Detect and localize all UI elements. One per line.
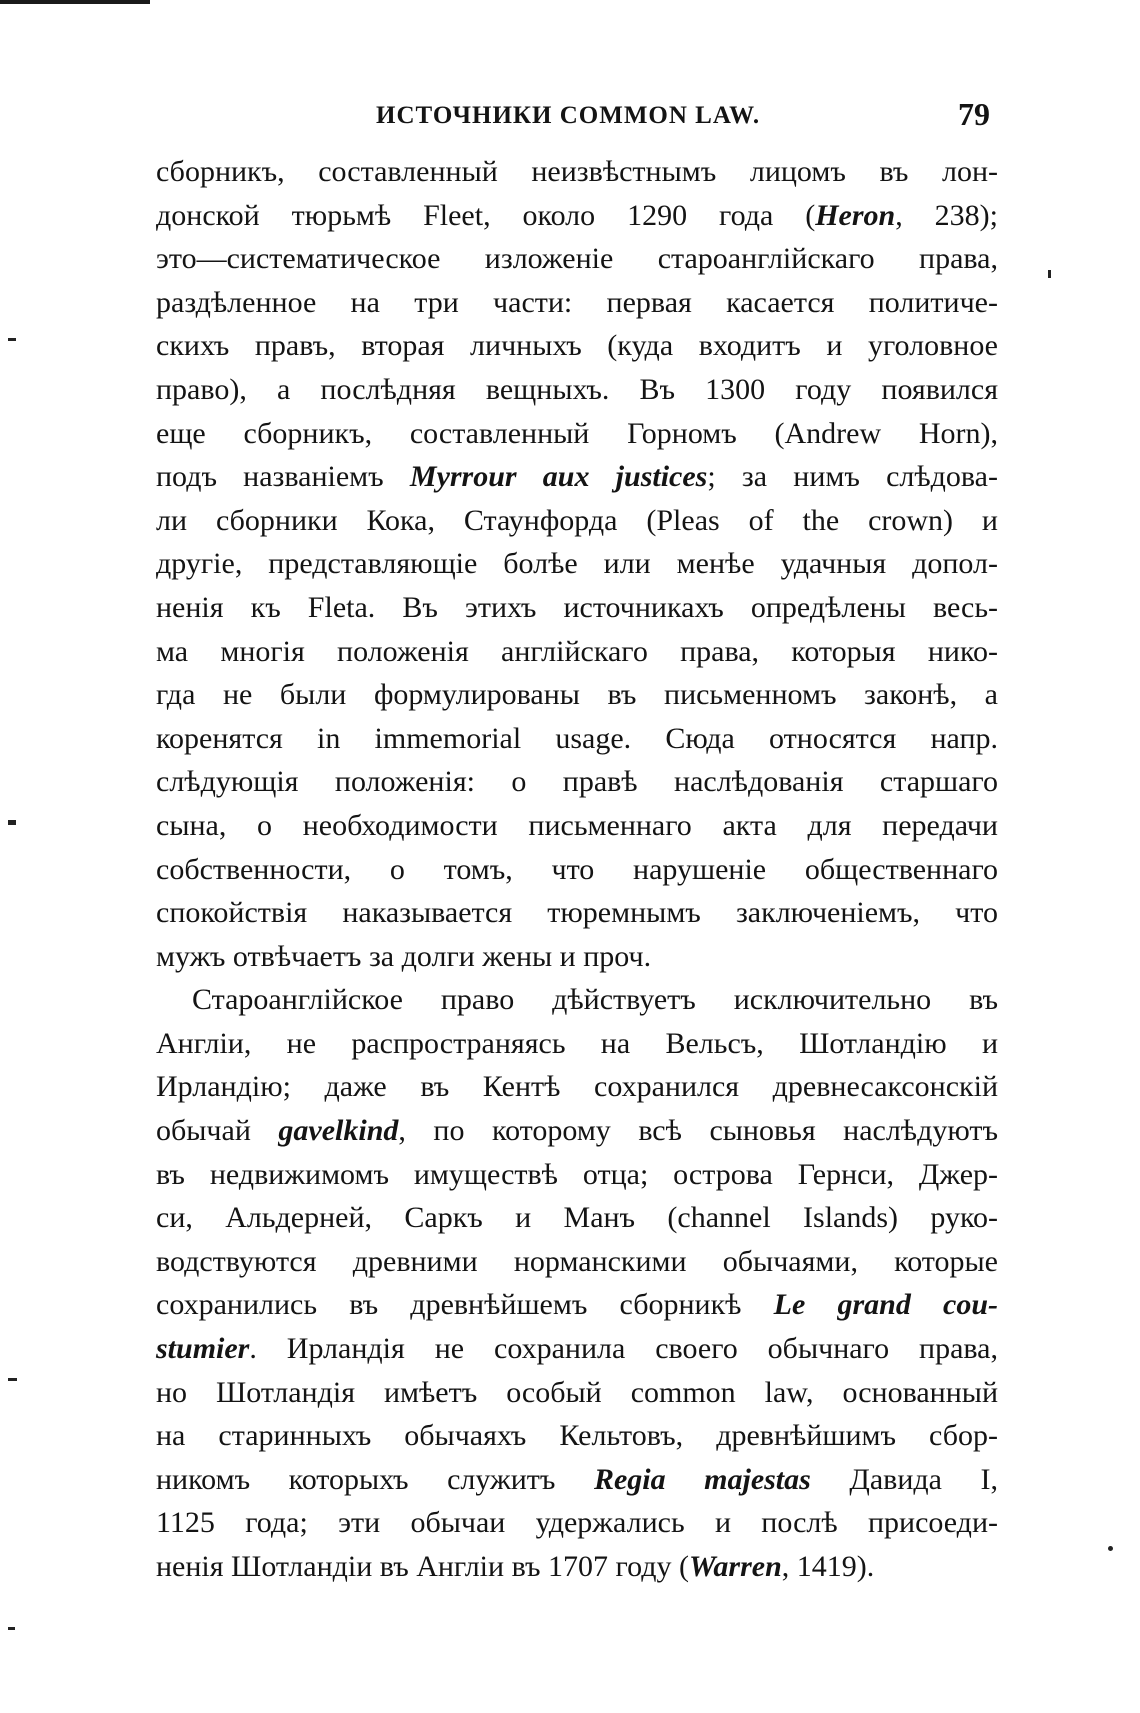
italic-citation: gavelkind [278, 1114, 399, 1148]
text-run: сохранились въ древнѣйшемъ сборникѣ [156, 1288, 774, 1322]
text-run: ненія къ Fleta. Въ этихъ источникахъ опредѣлены весь- [156, 590, 998, 624]
text-run: право), а послѣдняя вещныхъ. Въ 1300 году появился [156, 372, 998, 406]
text-line [156, 804, 998, 848]
text-line [156, 1371, 998, 1415]
text-line [156, 978, 998, 1022]
text-run: раздѣленное на три части: первая касается политиче- [156, 285, 998, 319]
text-run: Давида I, [810, 1462, 998, 1496]
text-line [156, 542, 998, 586]
text-run: собственности, о томъ, что нарушеніе общественнаго [156, 852, 998, 886]
text-run: ненія Шотландіи въ Англіи въ 1707 году ( [156, 1550, 689, 1583]
text-run: водствуются древними норманскими обычаями, которые [156, 1244, 998, 1278]
text-line [156, 412, 998, 456]
text-line [156, 237, 998, 281]
running-title: ИСТОЧНИКИ COMMON LAW. [376, 102, 761, 129]
text-line [156, 324, 998, 368]
text-line [156, 1414, 998, 1458]
text-run: подъ названіемъ [156, 460, 410, 494]
text-line [156, 281, 998, 325]
text-line [156, 586, 998, 630]
text-run: скихъ правъ, вторая личныхъ (куда входитъ и уголовное [156, 329, 998, 363]
text-line [156, 630, 998, 674]
margin-speck [8, 1378, 17, 1381]
body-text [156, 150, 998, 1589]
text-run: донской тюрьмѣ Fleet, около 1290 года ( [156, 198, 816, 232]
text-run: никомъ которыхъ служитъ [156, 1462, 594, 1496]
text-run: , по которому всѣ сыновья наслѣдуютъ [398, 1114, 998, 1148]
margin-speck [8, 1627, 15, 1630]
text-run: другіе, представляющіе болѣе или менѣе удачныя допол- [156, 547, 998, 581]
text-line [156, 499, 998, 543]
text-run: ; за нимъ слѣдова- [707, 460, 998, 494]
text-line [156, 1327, 998, 1371]
paragraph [156, 978, 998, 1588]
italic-citation: Heron [815, 198, 896, 232]
text-run: коренятся in immemorial usage. Сюда относятся напр. [156, 721, 998, 755]
text-line [156, 1153, 998, 1197]
italic-citation: Regia majestas [593, 1462, 811, 1496]
text-line [156, 194, 998, 238]
text-line [156, 368, 998, 412]
text-run: сборникъ, составленный неизвѣстнымъ лицомъ въ лон- [156, 155, 998, 188]
text-run: на старинныхъ обычаяхъ Кельтовъ, древнѣйшимъ сбор- [156, 1419, 998, 1453]
text-run: ли сборники Кока, Стаунфорда (Pleas of the crown) и [156, 503, 998, 537]
text-run: обычай [156, 1114, 279, 1148]
text-run: сына, о необходимости письменнаго акта для передачи [156, 808, 998, 842]
text-line [156, 1283, 998, 1327]
italic-citation: Le grand cou- [773, 1288, 998, 1322]
text-run: . Ирландія не сохранила своего обычнаго права, [249, 1332, 998, 1366]
text-run: но Шотландія имѣетъ особый common law, основанный [156, 1375, 998, 1409]
text-line [156, 455, 998, 499]
text-run: спокойствія наказывается тюремнымъ заключеніемъ, что [156, 896, 998, 930]
text-run: въ недвижимомъ имуществѣ отца; острова Гернси, Джер- [156, 1157, 998, 1191]
text-run: еще сборникъ, составленный Горномъ (Andrew Horn), [156, 416, 998, 450]
text-run: мужъ отвѣчаетъ за долги жены и проч. [156, 939, 652, 973]
text-line [156, 891, 998, 935]
text-line [156, 1240, 998, 1284]
italic-citation: Myrrour aux justices [409, 460, 708, 494]
text-line [156, 1545, 998, 1589]
text-line [156, 1501, 998, 1545]
margin-speck [8, 820, 16, 825]
text-line [156, 673, 998, 717]
italic-citation: stumier [156, 1332, 250, 1366]
text-run: Староанглійское право дѣйствуетъ исключительно въ [192, 983, 998, 1017]
text-line [156, 1022, 998, 1066]
paragraph [156, 150, 998, 978]
text-run: гда не были формулированы въ письменномъ законѣ, а [156, 678, 998, 712]
text-line [156, 760, 998, 804]
text-line [156, 1065, 998, 1109]
text-line [156, 717, 998, 761]
text-line [156, 1458, 998, 1502]
margin-speck [1048, 270, 1051, 278]
text-run: ма многія положенія англійскаго права, которыя нико- [156, 634, 998, 668]
margin-speck [1108, 1546, 1113, 1551]
page-number: 79 [958, 96, 990, 132]
text-line [156, 848, 998, 892]
text-run: слѣдующія положенія: о правѣ наслѣдованія старшаго [156, 765, 998, 799]
text-line [156, 1196, 998, 1240]
text-run: , 1419). [781, 1550, 875, 1583]
text-run: 1125 года; эти обычаи удержались и послѣ присоеди- [156, 1506, 998, 1540]
text-run: , 238); [895, 198, 998, 232]
text-run: это—систематическое изложеніе староанглійскаго права, [156, 242, 998, 276]
text-run: Англіи, не распространяясь на Вельсъ, Шотландію и [156, 1026, 998, 1060]
text-run: си, Альдерней, Саркъ и Манъ (channel Islands) руко- [156, 1201, 998, 1235]
margin-speck [8, 338, 16, 341]
text-line [156, 150, 998, 194]
text-line [156, 935, 998, 979]
text-run: Ирландію; даже въ Кентѣ сохранился древнесаксонскій [156, 1070, 998, 1104]
text-line [156, 1109, 998, 1153]
italic-citation: Warren [688, 1550, 782, 1583]
page-header [150, 96, 1000, 136]
top-edge-rule [0, 0, 150, 4]
